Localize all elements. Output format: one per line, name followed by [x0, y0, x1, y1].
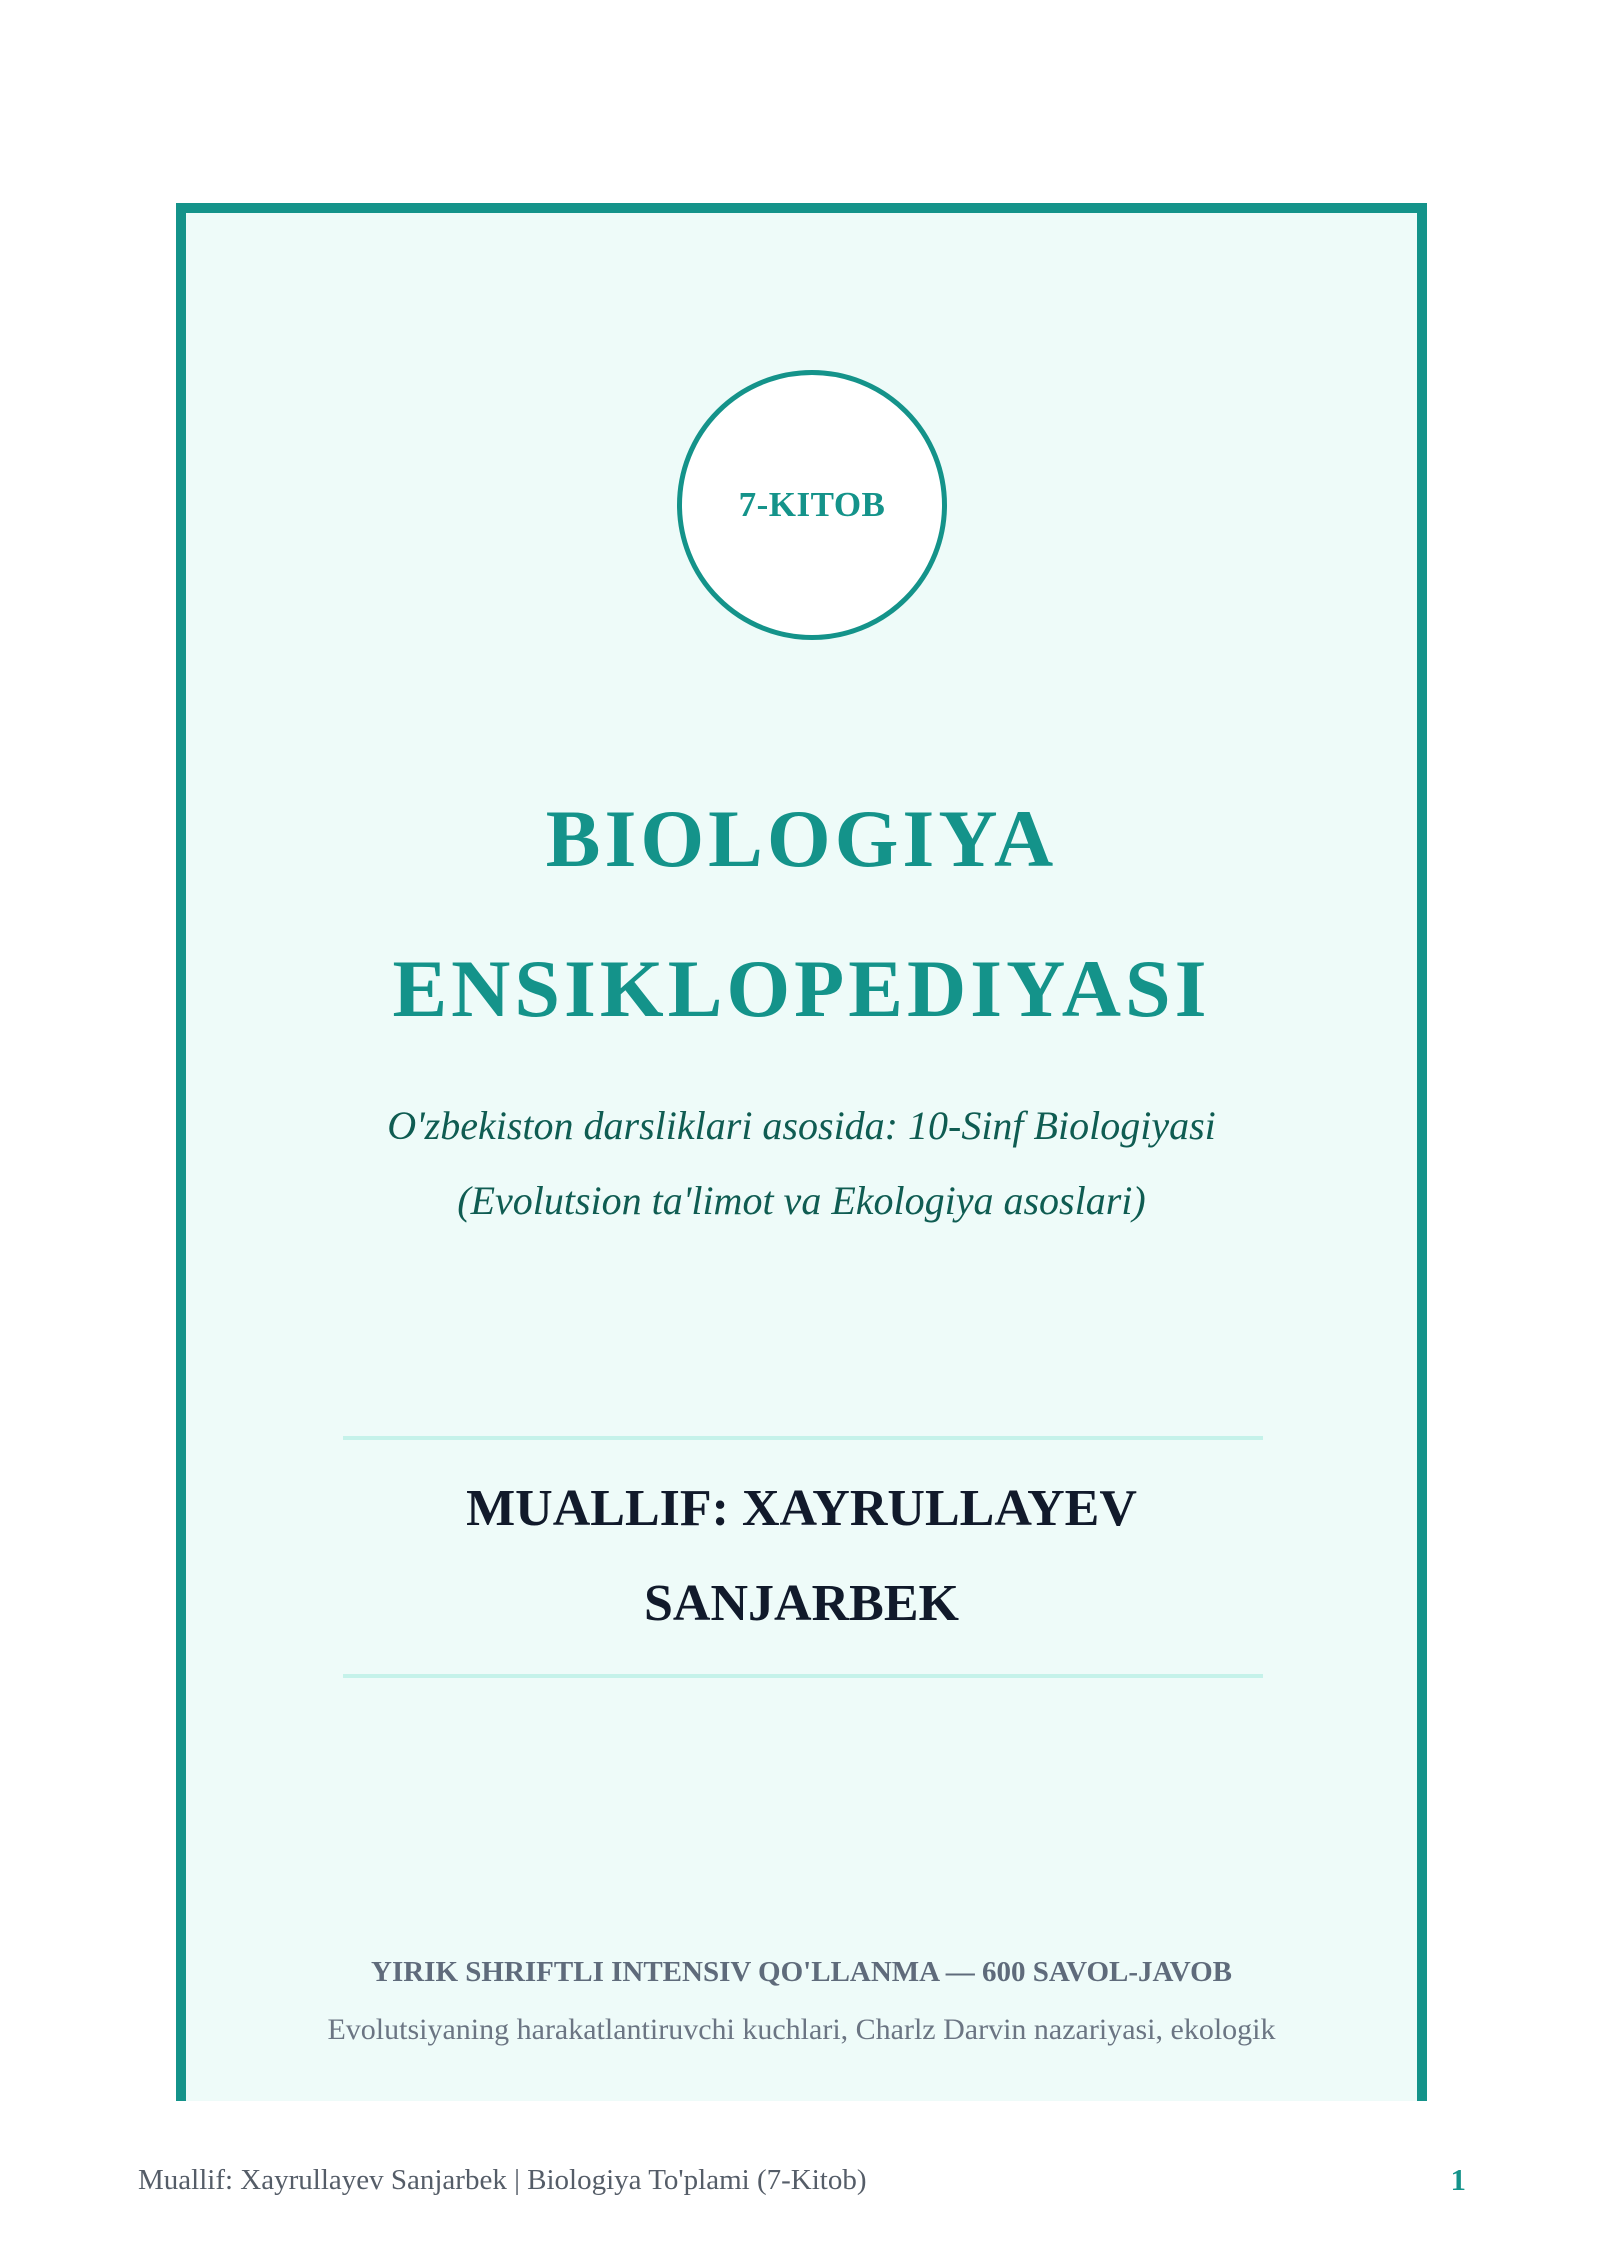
- author-line-1: MUALLIF: XAYRULLAYEV: [466, 1480, 1137, 1537]
- divider-bottom: [343, 1674, 1263, 1678]
- subtitle-line-2: (Evolutsion ta'limot va Ekologiya asoslari): [457, 1178, 1146, 1223]
- divider-top: [343, 1436, 1263, 1440]
- page-number: 1: [1450, 2162, 1466, 2197]
- cover-frame: [176, 203, 1427, 2101]
- book-number-badge: [677, 370, 947, 640]
- description: Evolutsiyaning harakatlantiruvchi kuchlari, Charlz Darvin nazariyasi, ekologik: [327, 2013, 1276, 2046]
- book-number-label: 7-KITOB: [738, 485, 886, 524]
- page-footer: Muallif: Xayrullayev Sanjarbek | Biologiya To'plami (7-Kitob): [138, 2164, 867, 2196]
- subtitle-line-1: O'zbekiston darsliklari asosida: 10-Sinf Biologiyasi: [387, 1103, 1216, 1148]
- tagline: YIRIK SHRIFTLI INTENSIV QO'LLANMA — 600 SAVOL-JAVOB: [371, 1956, 1232, 1988]
- title-line-1: BIOLOGIYA: [545, 793, 1058, 884]
- author-line-2: SANJARBEK: [644, 1575, 959, 1632]
- title-line-2: ENSIKLOPEDIYASI: [392, 943, 1211, 1034]
